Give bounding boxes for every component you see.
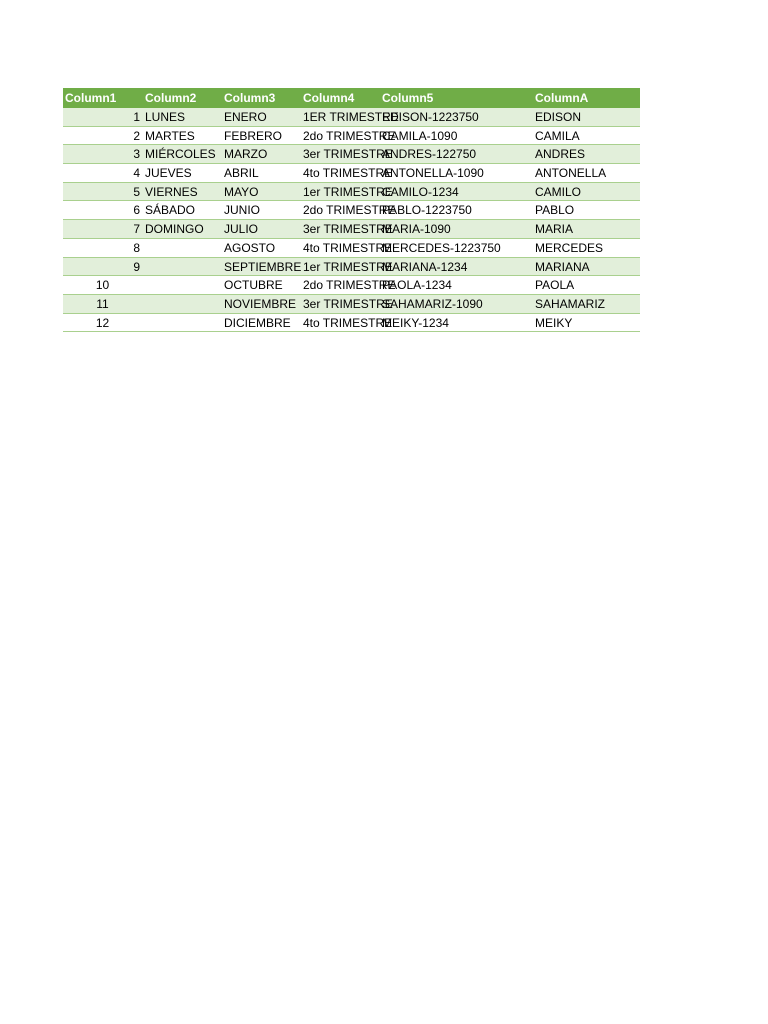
table-cell-column1[interactable]: 2 bbox=[133, 128, 140, 143]
table-cell-column1[interactable]: 6 bbox=[133, 203, 140, 218]
table-header-row bbox=[63, 88, 640, 108]
header-cell-column4[interactable]: Column4 bbox=[303, 91, 355, 105]
table-cell-column5[interactable]: SAHAMARIZ-1090 bbox=[382, 296, 483, 311]
table-cell-column4[interactable]: 3er TRIMESTRE bbox=[303, 296, 393, 311]
table-cell-column3[interactable]: JUNIO bbox=[224, 203, 260, 218]
table-cell-columna[interactable]: ANTONELLA bbox=[535, 166, 607, 181]
table-cell-column3[interactable]: ENERO bbox=[224, 110, 267, 124]
table-row bbox=[63, 183, 640, 202]
table-cell-column4[interactable]: 1ER TRIMESTRE bbox=[303, 110, 399, 124]
table-cell-column2[interactable] bbox=[144, 276, 223, 294]
table-cell-column2[interactable]: JUEVES bbox=[145, 166, 192, 181]
table-cell-column2[interactable]: MARTES bbox=[145, 128, 195, 143]
table-cell-columna[interactable]: MARIANA bbox=[535, 259, 590, 274]
table-cell-column3[interactable]: DICIEMBRE bbox=[224, 315, 291, 330]
table-body bbox=[63, 108, 640, 332]
table-cell-column4[interactable]: 3er TRIMESTRE bbox=[303, 222, 393, 237]
header-cell-column3[interactable]: Column3 bbox=[224, 91, 276, 105]
table-cell-columna[interactable]: PABLO bbox=[535, 203, 575, 218]
table-cell-column5[interactable]: CAMILO-1234 bbox=[382, 184, 459, 199]
table-cell-column5[interactable]: MARIA-1090 bbox=[382, 222, 451, 237]
table-cell-column4[interactable]: 4to TRIMESTRE bbox=[303, 240, 393, 255]
table-cell-column1[interactable]: 1 bbox=[133, 110, 140, 124]
table-cell-column5[interactable]: ANTONELLA-1090 bbox=[382, 166, 484, 181]
table-cell-column2[interactable]: VIERNES bbox=[145, 184, 198, 199]
table-cell-column5[interactable]: EDISON-1223750 bbox=[382, 110, 479, 124]
table-cell-column1[interactable]: 4 bbox=[133, 166, 140, 181]
table-cell-column1[interactable]: 12 bbox=[95, 315, 110, 330]
table-cell-column1[interactable]: 9 bbox=[133, 259, 140, 274]
table-row bbox=[63, 220, 640, 239]
table-cell-column1[interactable]: 10 bbox=[95, 278, 110, 293]
table-cell-column2[interactable]: SÁBADO bbox=[145, 203, 196, 218]
table-cell-column1[interactable]: 8 bbox=[133, 240, 140, 255]
table-cell-column2[interactable] bbox=[144, 295, 223, 313]
table-cell-column2[interactable] bbox=[144, 239, 223, 257]
table-cell-columna[interactable]: CAMILO bbox=[535, 184, 582, 199]
table-cell-column1[interactable]: 5 bbox=[133, 184, 140, 199]
table-row bbox=[63, 145, 640, 164]
table-cell-columna[interactable]: MEIKY bbox=[535, 315, 573, 330]
table-cell-column5[interactable]: MARIANA-1234 bbox=[382, 259, 468, 274]
table-cell-column5[interactable]: ANDRES-122750 bbox=[382, 147, 477, 162]
table-cell-columna[interactable]: SAHAMARIZ bbox=[535, 296, 606, 311]
table-cell-column3[interactable]: NOVIEMBRE bbox=[224, 296, 297, 311]
header-cell-columna[interactable]: ColumnA bbox=[535, 91, 589, 105]
table-cell-columna[interactable]: PAOLA bbox=[535, 278, 575, 293]
table-cell-column3[interactable]: ABRIL bbox=[224, 166, 259, 181]
table-row bbox=[63, 164, 640, 183]
table-cell-column5[interactable]: PAOLA-1234 bbox=[382, 278, 452, 293]
table-cell-column3[interactable]: MAYO bbox=[224, 184, 259, 199]
table-cell-column2[interactable] bbox=[144, 314, 223, 332]
table-cell-column4[interactable]: 1er TRIMESTRE bbox=[303, 184, 393, 199]
table-cell-column4[interactable]: 2do TRIMESTRE bbox=[303, 278, 396, 293]
table-cell-column3[interactable]: MARZO bbox=[224, 147, 268, 162]
table-cell-columna[interactable]: EDISON bbox=[535, 110, 582, 124]
table-cell-column1[interactable]: 7 bbox=[133, 222, 140, 237]
table-cell-column4[interactable]: 4to TRIMESTRE bbox=[303, 315, 393, 330]
table-cell-column4[interactable]: 1er TRIMESTRE bbox=[303, 259, 393, 274]
table-cell-column4[interactable]: 2do TRIMESTRE bbox=[303, 128, 396, 143]
table-row bbox=[63, 108, 640, 127]
table-row bbox=[63, 201, 640, 220]
table-row bbox=[63, 258, 640, 277]
header-cell-column1[interactable]: Column1 bbox=[65, 91, 117, 105]
table-row bbox=[63, 127, 640, 146]
table-cell-column4[interactable]: 2do TRIMESTRE bbox=[303, 203, 396, 218]
table-cell-column3[interactable]: SEPTIEMBRE bbox=[224, 259, 302, 274]
table-cell-column2[interactable] bbox=[144, 258, 223, 276]
table-cell-column1[interactable]: 11 bbox=[96, 296, 109, 311]
table-cell-column3[interactable]: OCTUBRE bbox=[224, 278, 283, 293]
table-cell-column3[interactable]: AGOSTO bbox=[224, 240, 276, 255]
table-cell-column2[interactable]: LUNES bbox=[145, 110, 186, 124]
table-row bbox=[63, 314, 640, 333]
table-cell-column3[interactable]: JULIO bbox=[224, 222, 259, 237]
table-cell-column5[interactable]: MERCEDES-1223750 bbox=[382, 240, 501, 255]
table-cell-column5[interactable]: PABLO-1223750 bbox=[382, 203, 472, 218]
table-cell-columna[interactable]: ANDRES bbox=[535, 147, 586, 162]
table-cell-columna[interactable]: CAMILA bbox=[535, 128, 580, 143]
table-cell-columna[interactable]: MERCEDES bbox=[535, 240, 604, 255]
table-cell-column5[interactable]: CAMILA-1090 bbox=[382, 128, 458, 143]
table-cell-column2[interactable]: DOMINGO bbox=[145, 222, 204, 237]
table-row bbox=[63, 239, 640, 258]
table-cell-column3[interactable]: FEBRERO bbox=[224, 128, 283, 143]
table-cell-column4[interactable]: 4to TRIMESTRE bbox=[303, 166, 393, 181]
table-row bbox=[63, 276, 640, 295]
table-cell-column2[interactable]: MIÉRCOLES bbox=[145, 147, 216, 162]
table-cell-column1[interactable]: 3 bbox=[133, 147, 140, 162]
table-cell-column4[interactable]: 3er TRIMESTRE bbox=[303, 147, 393, 162]
header-cell-column5[interactable]: Column5 bbox=[382, 91, 434, 105]
table-cell-columna[interactable]: MARIA bbox=[535, 222, 574, 237]
spreadsheet-table bbox=[63, 88, 640, 332]
table-row bbox=[63, 295, 640, 314]
table-cell-column5[interactable]: MEIKY-1234 bbox=[382, 315, 449, 330]
header-cell-column2[interactable]: Column2 bbox=[145, 91, 197, 105]
